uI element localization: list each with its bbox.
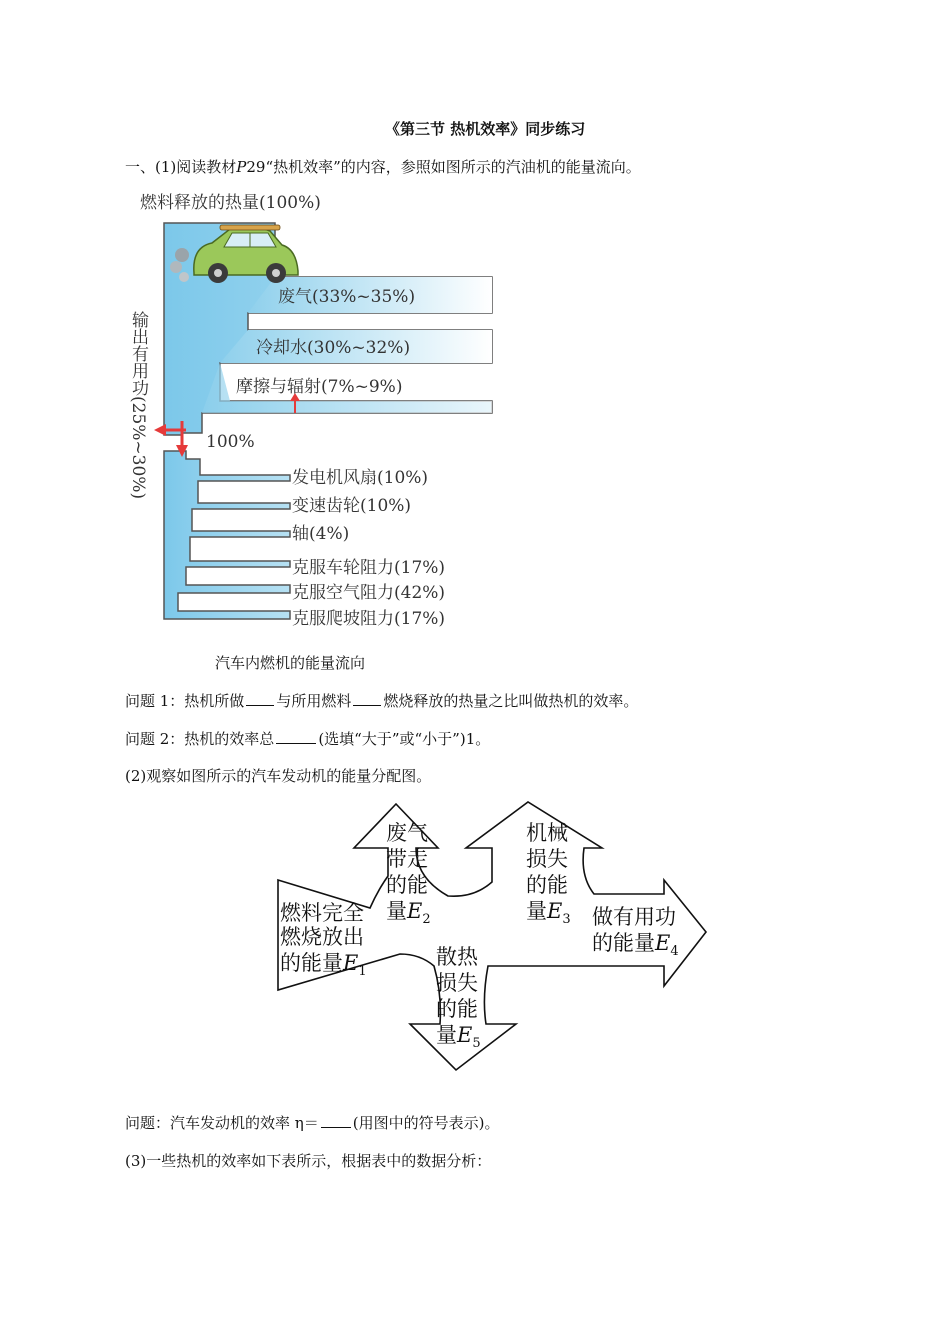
- output-label-gear: 变速齿轮(10%): [292, 496, 412, 516]
- loss-label-friction: 摩擦与辐射(7%~9%): [236, 377, 403, 397]
- source-line-1: 燃料完全: [280, 901, 364, 925]
- mech-line-1: 机械: [526, 821, 568, 845]
- page-title: 《第三节 热机效率》同步练习: [385, 120, 586, 138]
- heat-line-3: 的能: [436, 997, 478, 1021]
- output-label-air: 克服空气阻力(42%): [292, 583, 446, 603]
- heat-line-4: 量$E_5$: [436, 1023, 481, 1051]
- loss-label-exhaust: 废气(33%~35%): [278, 287, 416, 307]
- question-2: [125, 729, 490, 749]
- exhaust-line-1: 废气: [386, 821, 428, 845]
- q2-blank[interactable]: [276, 729, 316, 744]
- question-3: [125, 1113, 499, 1133]
- q1-blank-1[interactable]: [246, 691, 274, 706]
- q2-part-b: (选填“大于”或“小于”)1。: [318, 730, 491, 748]
- output-label-climb: 克服爬坡阻力(17%): [292, 609, 446, 629]
- top-heat-label: 燃料释放的热量(100%): [140, 193, 321, 213]
- figure-caption: 汽车内燃机的能量流向: [215, 654, 366, 672]
- q1-blank-2[interactable]: [353, 691, 381, 706]
- heat-line-1: 散热: [436, 945, 478, 969]
- mech-line-2: 损失: [526, 847, 568, 871]
- exhaust-line-4: 量$E_2$: [386, 899, 431, 927]
- lower-flow-band: [164, 451, 290, 619]
- output-label-wheel: 克服车轮阻力(17%): [292, 558, 446, 578]
- mech-line-4: 量$E_3$: [526, 899, 571, 927]
- q1-part-b: 与所用燃料: [276, 692, 352, 710]
- intro-line: [125, 157, 641, 177]
- exhaust-line-2: 带走: [386, 847, 428, 871]
- useful-line-1: 做有用功: [592, 905, 676, 929]
- intro-prefix: 一、(1)阅读教材: [125, 158, 237, 176]
- source-line-2: 燃烧放出: [280, 925, 364, 949]
- mech-line-3: 的能: [526, 873, 568, 897]
- side-useful-work-label: 输出有用功(25%~30%): [128, 311, 148, 500]
- q1-part-a: 问题 1：热机所做: [125, 692, 245, 710]
- source-line-3: 的能量$E_1$: [280, 951, 367, 979]
- q2-part-a: 问题 2：热机的效率总: [125, 730, 275, 748]
- output-label-fan: 发电机风扇(10%): [292, 468, 429, 488]
- intro-page-ref: P: [236, 158, 247, 176]
- q1-part-c: 燃烧释放的热量之比叫做热机的效率。: [383, 692, 639, 710]
- q3-part-b: (用图中的符号表示)。: [352, 1114, 500, 1132]
- heat-line-2: 损失: [436, 971, 478, 995]
- q3-part-a: 问题：汽车发动机的效率 η＝: [125, 1114, 319, 1132]
- part-2-text: (2)观察如图所示的汽车发动机的能量分配图。: [125, 767, 432, 785]
- energy-flow-diagram: [120, 185, 510, 635]
- output-label-shaft: 轴(4%): [292, 524, 350, 544]
- intro-rest: “热机效率”的内容，参照如图所示的汽油机的能量流向。: [265, 158, 641, 176]
- loss-label-coolant: 冷却水(30%~32%): [256, 338, 411, 358]
- part-3-text: (3)一些热机的效率如下表所示，根据表中的数据分析：: [125, 1152, 492, 1170]
- useful-line-2: 的能量$E_4$: [592, 931, 679, 959]
- energy-distribution-diagram: [270, 798, 710, 1076]
- exhaust-line-3: 的能: [386, 873, 428, 897]
- intro-page-num: 29: [246, 158, 266, 176]
- question-1: [125, 691, 638, 711]
- q3-blank[interactable]: [321, 1113, 351, 1128]
- mid-percent-label: 100%: [206, 432, 255, 452]
